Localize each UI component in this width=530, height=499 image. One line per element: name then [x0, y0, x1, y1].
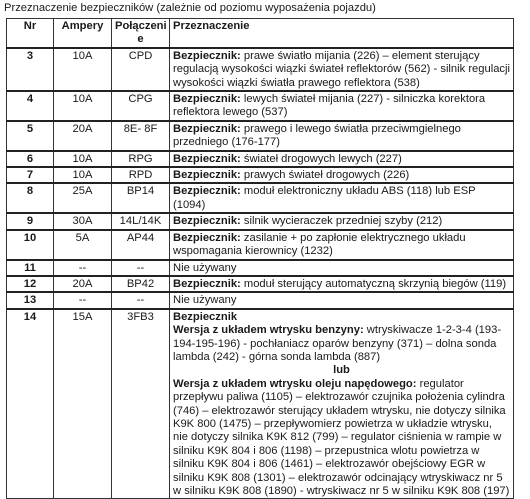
fuse-description: Nie używany	[173, 261, 237, 274]
cell-przeznaczenie	[170, 151, 514, 167]
cell-ampery: 20A	[54, 276, 112, 292]
cell-polaczenie: CPG	[112, 91, 170, 121]
fuse-label: Bezpiecznik:	[173, 49, 241, 62]
cell-ampery: --	[54, 292, 112, 308]
cell-polaczenie: --	[112, 260, 170, 276]
table-row	[7, 276, 514, 292]
table-row	[7, 121, 514, 151]
fuse-label: Bezpiecznik:	[173, 152, 241, 165]
cell-przeznaczenie	[170, 230, 514, 260]
table-row	[7, 292, 514, 308]
fuse-description: silnik wycieraczek przedniej szyby (212)	[240, 215, 443, 228]
cell-ampery: 10A	[54, 167, 112, 183]
cell-polaczenie: 14L/14K	[112, 213, 170, 229]
cell-przeznaczenie	[170, 48, 514, 91]
fuse-label: Bezpiecznik:	[173, 277, 241, 290]
cell-przeznaczenie	[170, 260, 514, 276]
row14-part1-text: wtryskiwacze 1-2-3-4 (193-194-195-196) - pochłaniacz oparów benzyny (371) – dolna sonda lambda (242) - górna sonda lambda (887)	[173, 324, 502, 363]
table-row	[7, 151, 514, 167]
cell-polaczenie: CPD	[112, 48, 170, 91]
table-caption: Przeznaczenie bezpieczników (zależnie od poziomu wyposażenia pojazdu)	[4, 2, 376, 14]
cell-ampery: --	[54, 260, 112, 276]
fuse-table-body	[7, 48, 514, 309]
fuse-table-body-last	[7, 309, 514, 499]
fuse-table	[6, 18, 514, 499]
cell-polaczenie: RPG	[112, 151, 170, 167]
fuse-description: świateł drogowych lewych (227)	[240, 152, 402, 165]
cell-polaczenie: --	[112, 292, 170, 308]
cell-polaczenie: 8E- 8F	[112, 121, 170, 151]
cell-ampery: 25A	[54, 183, 112, 213]
fuse-description: moduł sterujący automatyczną skrzynią biegów (119)	[240, 277, 507, 290]
cell-przeznaczenie	[170, 121, 514, 151]
row14-part2-text: regulator przepływu paliwa (1105) – elektrozawór czujnika położenia cylindra (746) – elektrozawór sterujący układem wtrysku, nie dotyczy silnika K9K 800 (1475) – przepływomierz powietrza w układzie wtrysku, nie dotyczy silnika K9K 812 (799) – regulator ciśnienia w rampie w silniku K9K 804 i 806 (1198) – przepustnica wlotu powietrza w silniku K9K 804 i 806 (1461) – elektrozawór obejściowy EGR w silniku K9K 808 (1301) – elektrozawór odcinający wtryskiwacz nr 5 w silniku K9K 808 (1890) - wtryskiwacz nr 5 w silniku K9K 808 (197)	[173, 377, 510, 497]
cell-polaczenie: 3FB3	[112, 309, 170, 499]
cell-ampery: 30A	[54, 213, 112, 229]
cell-przeznaczenie	[170, 213, 514, 229]
fuse-label: Bezpiecznik:	[173, 215, 241, 228]
header-nr: Nr	[7, 19, 54, 48]
header-polaczenie-line1: Połączeni	[115, 20, 167, 32]
row14-part2-label: Wersja z układem wtrysku oleju napędowego:	[173, 377, 417, 390]
fuse-description: lewych świateł mijania (227) - silniczka korektora reflektora lewego (537)	[173, 93, 486, 119]
header-polaczenie	[112, 19, 170, 48]
fuse-label: Bezpiecznik:	[173, 122, 241, 135]
table-row	[7, 48, 514, 91]
cell-nr: 9	[7, 213, 54, 229]
row14-lub: lub	[333, 364, 350, 377]
fuse-label: Bezpiecznik:	[173, 93, 241, 106]
cell-nr: 5	[7, 121, 54, 151]
cell-przeznaczenie	[170, 183, 514, 213]
row14-part1-label: Wersja z układem wtrysku benzyny:	[173, 324, 364, 337]
fuse-description: zasilanie + po zapłonie elektrycznego układu wspomagania kierownicy (1232)	[173, 231, 466, 258]
table-row	[7, 167, 514, 183]
table-row-14	[7, 309, 514, 499]
cell-polaczenie: RPD	[112, 167, 170, 183]
header-ampery: Ampery	[54, 19, 112, 48]
table-row	[7, 260, 514, 276]
cell-nr: 8	[7, 183, 54, 213]
cell-polaczenie: BP14	[112, 183, 170, 213]
fuse-label: Bezpiecznik:	[173, 231, 241, 244]
cell-przeznaczenie	[170, 167, 514, 183]
table-row	[7, 213, 514, 229]
fuse-label: Bezpiecznik:	[173, 169, 241, 182]
cell-ampery: 20A	[54, 121, 112, 151]
cell-nr: 14	[7, 309, 54, 499]
cell-przeznaczenie	[170, 292, 514, 308]
cell-przeznaczenie	[170, 276, 514, 292]
cell-nr: 7	[7, 167, 54, 183]
fuse-description: prawych świateł drogowych (226)	[240, 169, 410, 182]
cell-ampery: 10A	[54, 151, 112, 167]
fuse-description: Nie używany	[173, 294, 237, 307]
cell-nr: 3	[7, 48, 54, 91]
cell-ampery: 10A	[54, 91, 112, 121]
cell-przeznaczenie	[170, 91, 514, 121]
table-row	[7, 183, 514, 213]
table-header-row	[7, 19, 514, 48]
cell-nr: 6	[7, 151, 54, 167]
fuse-description: moduł elektroniczny układu ABS (118) lub ESP (1094)	[173, 185, 476, 211]
cell-przeznaczenie	[170, 309, 514, 499]
cell-polaczenie: AP44	[112, 230, 170, 260]
fuse-description: prawego i lewego światła przeciwmgielnego przedniego (176-177)	[173, 122, 461, 149]
cell-ampery: 10A	[54, 48, 112, 91]
cell-nr: 12	[7, 276, 54, 292]
fuse-description: prawe światło mijania (226) – element sterujący regulacją wysokości wiązki świateł reflektorów (562) - silnik regulacji wysokości wiązki światła prawego reflektora (538)	[173, 49, 510, 89]
header-przeznaczenie: Przeznaczenie	[170, 19, 514, 48]
cell-nr: 4	[7, 91, 54, 121]
cell-nr: 13	[7, 292, 54, 308]
cell-polaczenie: BP42	[112, 276, 170, 292]
cell-nr: 10	[7, 230, 54, 260]
table-row	[7, 91, 514, 121]
cell-ampery: 15A	[54, 309, 112, 499]
header-polaczenie-line2: e	[137, 33, 144, 46]
cell-nr: 11	[7, 260, 54, 276]
row14-heading: Bezpiecznik	[173, 310, 238, 323]
table-row	[7, 230, 514, 260]
cell-ampery: 5A	[54, 230, 112, 260]
fuse-label: Bezpiecznik:	[173, 185, 241, 198]
